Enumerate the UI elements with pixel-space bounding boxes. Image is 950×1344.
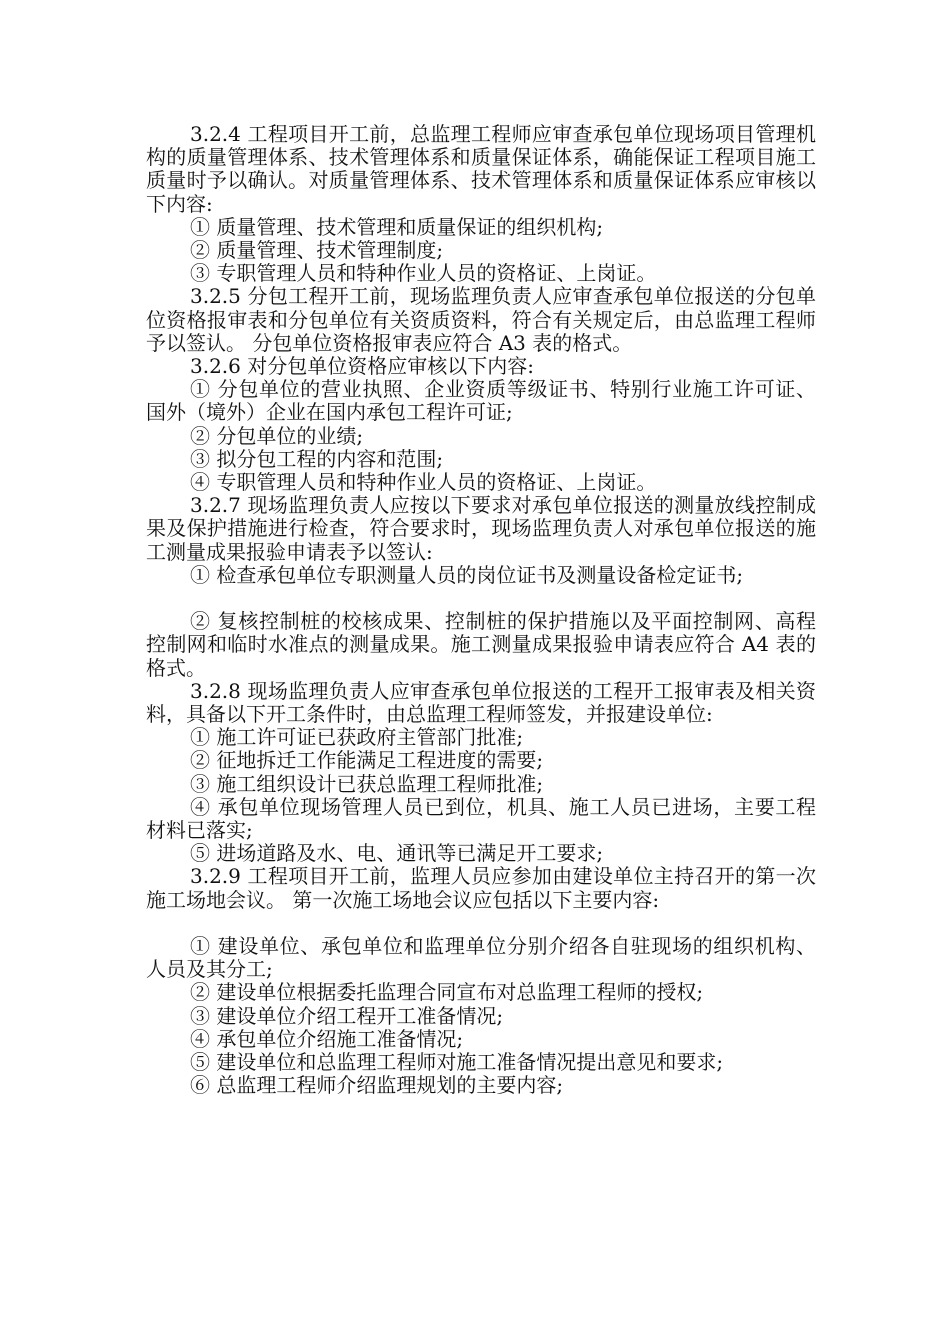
list-item: ① 分包单位的营业执照、企业资质等级证书、特别行业施工许可证、国外（境外）企业在国内承包工程许可证; xyxy=(146,377,816,425)
clause-3-2-7: 3.2.7 现场监理负责人应按以下要求对承包单位报送的测量放线控制成果及保护措施进行检查，符合要求时，现场监理负责人对承包单位报送的施工测量成果报验申请表予以签认: xyxy=(146,493,816,564)
list-item: ③ 拟分包工程的内容和范围; xyxy=(190,446,444,471)
blank-line xyxy=(146,912,816,935)
list-item: ① 施工许可证已获政府主管部门批准; xyxy=(190,725,524,750)
list-item: ⑥ 总监理工程师介绍监理规划的主要内容; xyxy=(190,1073,564,1098)
blank-line xyxy=(146,587,816,610)
list-item: ④ 专职管理人员和特种作业人员的资格证、上岗证。 xyxy=(190,470,657,495)
list-item: ③ 建设单位介绍工程开工准备情况; xyxy=(190,1003,504,1028)
list-item: ③ 施工组织设计已获总监理工程师批准; xyxy=(190,771,544,796)
list-item: ① 建设单位、承包单位和监理单位分别介绍各自驻现场的组织机构、人员及其分工; xyxy=(146,934,816,982)
list-item: ② 建设单位根据委托监理合同宣布对总监理工程师的授权; xyxy=(190,980,704,1005)
list-item: ① 质量管理、技术管理和质量保证的组织机构; xyxy=(190,214,604,239)
clause-3-2-8: 3.2.8 现场监理负责人应审查承包单位报送的工程开工报审表及相关资料，具备以下开工条件时，由总监理工程师签发，并报建设单位: xyxy=(146,678,816,727)
list-item: ④ 承包单位介绍施工准备情况; xyxy=(190,1026,464,1051)
clause-3-2-4: 3.2.4 工程项目开工前，总监理工程师应审查承包单位现场项目管理机构的质量管理体系、技术管理体系和质量保证体系，确能保证工程项目施工质量时予以确认。对质量管理体系、技术管理体系和质量保证体系应审核以下内容: xyxy=(146,122,816,216)
list-item: ① 检查承包单位专职测量人员的岗位证书及测量设备检定证书; xyxy=(190,562,744,587)
list-item: ④ 承包单位现场管理人员已到位，机具、施工人员已进场，主要工程材料已落实; xyxy=(146,794,816,843)
clause-3-2-5: 3.2.5 分包工程开工前，现场监理负责人应审查承包单位报送的分包单位资格报审表和分包单位有关资质资料，符合有关规定后，由总监理工程师予以签认。 分包单位资格报审表应符合 A3 表的格式。 xyxy=(146,284,816,355)
list-item: ③ 专职管理人员和特种作业人员的资格证、上岗证。 xyxy=(190,261,657,286)
list-item: ⑤ 建设单位和总监理工程师对施工准备情况提出意见和要求; xyxy=(190,1050,724,1075)
clause-3-2-6: 3.2.6 对分包单位资格应审核以下内容: xyxy=(190,354,534,379)
list-item: ② 征地拆迁工作能满足工程进度的需要; xyxy=(190,748,544,773)
clause-3-2-9: 3.2.9 工程项目开工前，监理人员应参加由建设单位主持召开的第一次施工场地会议。 第一次施工场地会议应包括以下主要内容: xyxy=(146,864,816,912)
list-item: ② 分包单位的业绩; xyxy=(190,423,364,448)
list-item: ② 质量管理、技术管理制度; xyxy=(190,238,444,263)
document-page xyxy=(146,123,816,1098)
list-item: ⑤ 进场道路及水、电、通讯等已满足开工要求; xyxy=(190,841,604,866)
list-item: ② 复核控制桩的校核成果、控制桩的保护措施以及平面控制网、高程控制网和临时水准点的测量成果。施工测量成果报验申请表应符合 A4 表的格式。 xyxy=(146,609,816,680)
